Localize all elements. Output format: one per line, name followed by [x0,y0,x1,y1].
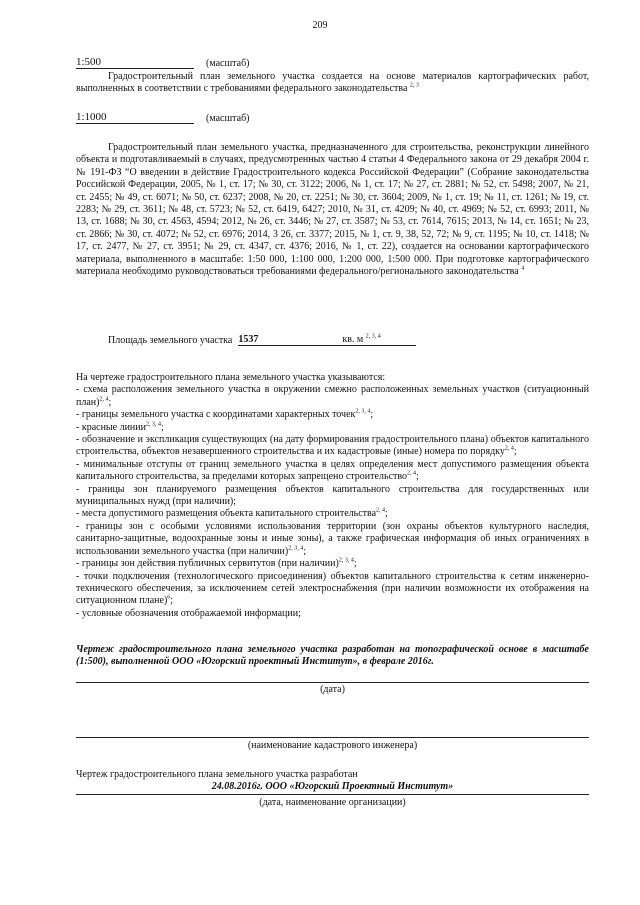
drawing-contents-list [76,372,589,620]
engineer-underline [76,737,589,738]
list-item: - красные линии$^{2, 3, 4}$; [76,421,164,433]
list-item: - схема расположения земельного участка в окружении смежно расположенных земельных участков (ситуационный план)$^{2, 4}$; [76,384,589,408]
area-unit-text: кв. м [342,334,364,345]
date-underline [76,682,589,683]
scale-label: (масштаб) [206,58,250,69]
list-intro: На чертеже градостроительного плана земельного участка указываются: [76,372,386,383]
scale-label: (масштаб) [206,113,250,124]
paragraph-linear-object [76,142,589,278]
org-label: (дата, наименование организации) [259,797,406,808]
engineer-label: (наименование кадастрового инженера) [247,740,418,751]
footnote-ref: 2, 3 [409,83,419,90]
list-item: - границы зон действия публичных сервитутов (при наличии)$^{2, 3, 4}$; [76,557,357,570]
footnote-ref: 2, 3, 4 [365,333,381,340]
list-item: - места допустимого размещения объекта капитального строительства$^{2, 4}$; [76,508,388,520]
area-label: Площадь земельного участка [108,335,233,346]
page-number: 209 [312,20,328,31]
list-item: - границы зон с особыми условиями использования территории (зон охраны объектов культурного наследия, санитарно-защитные, водоохранные зоны и иные зоны), а также графическая информация об иных ограничениях в использовании земельного участка (при наличии)$^{2, 3, 4}$; [76,520,589,557]
paragraph-topographic [76,71,589,96]
scale-field-2 [76,111,250,124]
date-label: (дата) [320,684,345,695]
scale-value: 1:1000 [76,111,194,124]
list-item: - границы зон планируемого размещения объектов капитального строительства для государственных или муниципальных нужд (при наличии); [76,483,589,508]
list-item: - границы земельного участка с координатами характерных точек$^{2, 3, 4}$; [76,408,374,421]
scale-field-1 [76,56,250,69]
area-unit [334,334,416,346]
list-item: - обозначение и экспликация существующих (на дату формирования градостроительного плана) объектов капитального строительства, объектов незавершенного строительства и их кадастровые (иные) номера по порядку$^{2, 4}$; [76,434,589,458]
developed-by-text: Чертеж градостроительного плана земельного участка разработан [76,769,358,780]
developed-org: 24.08.2016г. ООО «Югорский Проектный Институт» [211,781,454,792]
drawing-note: Чертеж градостроительного плана земельного участка разработан на топографической основе в масштабе (1:500), выполненной ООО «Югорский проектный Институт», в феврале 2016г. [76,644,589,668]
org-underline [76,794,589,795]
area-value: 1537 [238,334,334,346]
list-item: - условные обозначения отображаемой информации; [76,607,301,619]
area-field [108,334,416,346]
paragraph-text: Градостроительный план земельного участка создается на основе материалов картографических работ, выполненных в соответствии с требованиями федерального законодательства [76,71,589,95]
paragraph-text: Градостроительный план земельного участка, предназначенного для строительства, реконструкции линейного объекта и подготавливаемый в случаях, предусмотренных частью 4 статьи 4 Федерального закона от 29 декабря 2004 г. № 191-ФЗ “О введении в действие Градостроительного кодекса Российской Федерации” (Собрание законодательства Российской Федерации, 2005, № 1, ст. 17; № 30, ст. 3122; 2006, № 1, ст. 17; № 27, ст. 2881; № 52, ст. 5498; 2007, № 21, ст. 2455; № 49, ст. 6071; № 50, ст. 6237; 2008, № 20, ст. 2251; № 30, ст. 3604; 2009, № 1, ст. 19; № 11, ст. 1261; № 19, ст. 2283; № 29, ст. 3611; № 48, ст. 5723; № 52, ст. 6419, 6427; 2010, № 31, ст. 4209; № 40, ст. 4969; № 52, ст. 6993; 2011, № 13, ст. 1688; № 30, ст. 4563, 4594; 2012, № 26, ст. 3446; № 27, ст. 3587; № 53, ст. 7614, 7615; 2013, № 14, ст. 1651; № 23, ст. 2866; № 30, ст. 4072; № 52, ст. 6976; 2014, 3 26, ст. 3377; 2015, № 1, ст. 9, 38, 52, 72; № 9, ст. 1195; № 10, ст. 1418; № 17, ст. 2477, № 27, ст. 3951; № 29, ст. 4347, ст. 4376; 2016, № 1, ст. 22), создается на основании картографического материала, выполненного в масштабе: 1:50 000, 1:100 000, 1:200 000, 1:500 000. При подготовке картографического материала необходимо руководствоваться требованиями федерального/регионального законодательства [76,142,589,278]
footnote-ref: 4 [521,265,525,272]
scale-value: 1:500 [76,56,194,69]
list-item: - минимальные отступы от границ земельного участка в целях определения мест допустимого размещения объекта капитального строительства, за пределами которых запрещено строительство$^{2, 4}$; [76,458,589,483]
list-item: - точки подключения (технологического присоединения) объектов капитального строительства к сетям инженерно-технического обеспечения, за исключением сетей электроснабжения (при наличии возможности их отображения на ситуационном плане)$^6$; [76,570,589,607]
